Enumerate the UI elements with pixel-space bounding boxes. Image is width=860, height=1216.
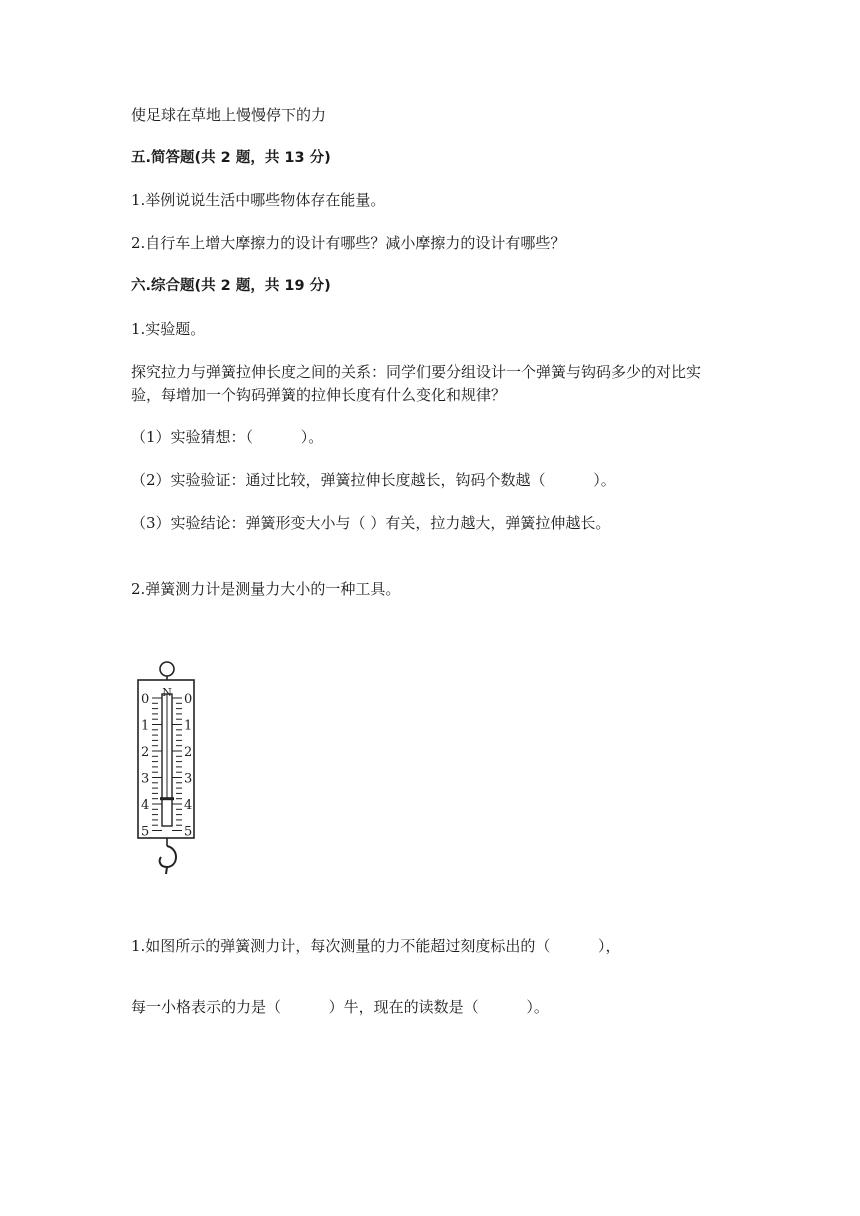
- question-6-1-part-3: （3）实验结论：弹簧形变大小与（ ）有关，拉力越大，弹簧拉伸越长。: [131, 514, 611, 532]
- question-6-2-part-2: 每一小格表示的力是（ ）牛，现在的读数是（ ）。: [131, 998, 549, 1016]
- scale-label-r-1: 1: [184, 718, 193, 734]
- scale-label-r-5: 5: [184, 824, 193, 840]
- hook: [160, 846, 176, 867]
- unit-label: N: [162, 686, 172, 699]
- question-6-2-part-1: 1.如图所示的弹簧测力计，每次测量的力不能超过刻度标出的（ ），: [131, 937, 621, 955]
- scale-label-l-5: 5: [141, 824, 150, 840]
- scale-label-r-3: 3: [184, 771, 193, 787]
- scale-label-l-4: 4: [141, 798, 150, 813]
- section-heading-6: 六.综合题(共 2 题，共 19 分): [131, 278, 331, 294]
- hook-tail: [166, 867, 167, 874]
- question-5-2: 2.自行车上增大摩擦力的设计有哪些？减小摩擦力的设计有哪些？: [131, 234, 566, 252]
- scale-label-r-2: 2: [184, 745, 193, 760]
- text-line: 使足球在草地上慢慢停下的力: [131, 106, 327, 124]
- section-heading-5: 五.简答题(共 2 题，共 13 分): [131, 150, 331, 166]
- scale-label-l-2: 2: [141, 745, 150, 760]
- question-6-1-description: 探究拉力与弹簧拉伸长度之间的关系：同学们要分组设计一个弹簧与钩码多少的对比实验，每增加一个钩码弹簧的拉伸长度有什么变化和规律？: [131, 363, 702, 404]
- scale-label-r-4: 4: [184, 798, 193, 813]
- scale-label-l-3: 3: [141, 771, 150, 787]
- scale-label-l-0: 0: [141, 692, 150, 707]
- question-6-1-part-1: （1）实验猜想：（ ）。: [131, 428, 324, 446]
- scale-label-r-0: 0: [184, 692, 193, 707]
- question-6-1: 1.实验题。: [131, 320, 206, 338]
- top-ring: [160, 662, 174, 676]
- question-6-1-part-2: （2）实验验证：通过比较，弹簧拉伸长度越长，钩码个数越（ ）。: [131, 471, 616, 489]
- spring-scale-figure: [136, 660, 200, 876]
- question-6-2: 2.弹簧测力计是测量力大小的一种工具。: [131, 580, 401, 598]
- question-5-1: 1.举例说说生活中哪些物体存在能量。: [131, 191, 386, 209]
- scale-label-l-1: 1: [141, 718, 150, 734]
